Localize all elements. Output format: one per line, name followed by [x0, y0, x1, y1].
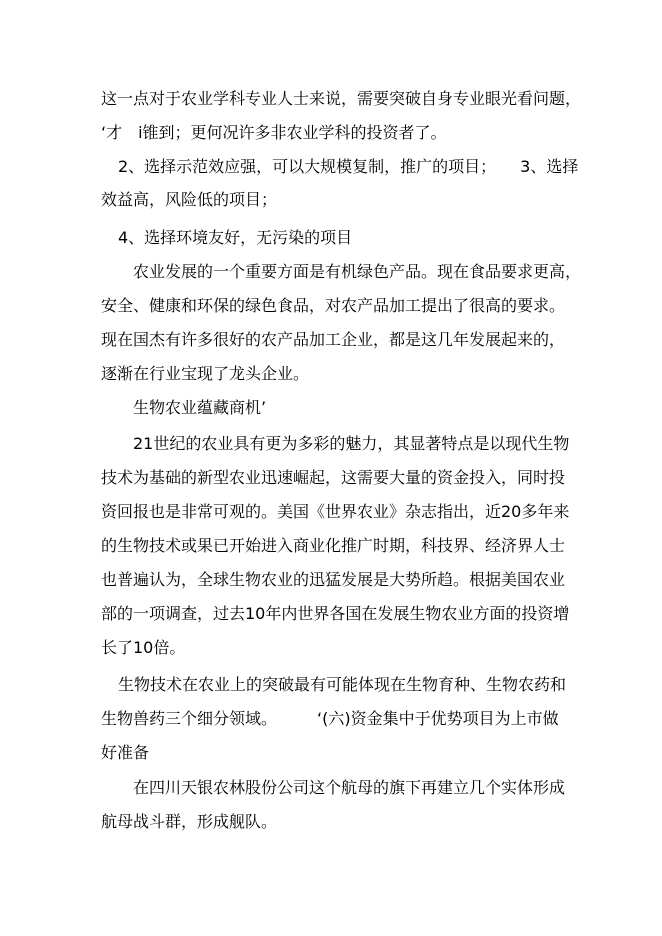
- paragraph-line-1: 这一点对于农业学科专业人士来说，需要突破自身专业眼光看问题，: [101, 89, 582, 108]
- paragraph-3-line-2: 技术为基础的新型农业迅速崛起，这需要大量的资金投入，同时投: [101, 468, 566, 487]
- paragraph-4-line-3: 好准备: [101, 743, 150, 762]
- paragraph-3-line-1: 21世纪的农业具有更为多彩的魅力，其显著特点是以现代生物: [133, 434, 570, 453]
- list-item-4: 4、选择环境友好，无污染的项目: [118, 228, 353, 247]
- paragraph-5-line-1: 在四川天银农林股份公司这个航母的旗下再建立几个实体形成: [133, 778, 566, 797]
- paragraph-line-2: ‘才 i锥到；更何况许多非农业学科的投资者了。: [101, 123, 447, 142]
- section-heading: 生物农业蕴藏商机’: [133, 398, 267, 417]
- list-item-2-line-1: 2、选择示范效应强，可以大规模复制，推广的项目； 3、选择: [118, 157, 579, 176]
- paragraph-3-line-4: 的生物技术或果已开始进入商业化推广时期，科技界、经济界人士: [101, 536, 566, 555]
- paragraph-4-line-1: 生物技术在农业上的突破最有可能体现在生物育种、生物农药和: [118, 675, 567, 694]
- paragraph-3-line-3: 资回报也是非常可观的。美国《世界农业》杂志指出，近20多年来: [101, 502, 570, 521]
- paragraph-2-line-1: 农业发展的一个重要方面是有机绿色产品。现在食品要求更高，: [133, 262, 582, 281]
- paragraph-2-line-4: 逐渐在行业宝现了龙头企业。: [101, 364, 310, 383]
- paragraph-3-line-5: 也普遍认为，全球生物农业的迅猛发展是大势所趋。根据美国农业: [101, 570, 566, 589]
- paragraph-2-line-3: 现在国杰有许多很好的农产品加工企业，都是这几年发展起来的，: [101, 330, 566, 349]
- paragraph-3-line-6: 部的一项调查，过去10年内世界各国在发展生物农业方面的投资增: [101, 604, 570, 623]
- paragraph-3-line-7: 长了10倍。: [101, 638, 186, 657]
- paragraph-5-line-2: 航母战斗群，形成舰队。: [101, 812, 278, 831]
- list-item-3-line-2: 效益高，风险低的项目；: [101, 190, 278, 209]
- paragraph-2-line-2: 安全、健康和环保的绿色食品，对农产品加工提出了很高的要求。: [101, 296, 566, 315]
- paragraph-4-line-2: 生物兽药三个细分领域。 ‘(六)资金集中于优势项目为上市做: [101, 709, 559, 728]
